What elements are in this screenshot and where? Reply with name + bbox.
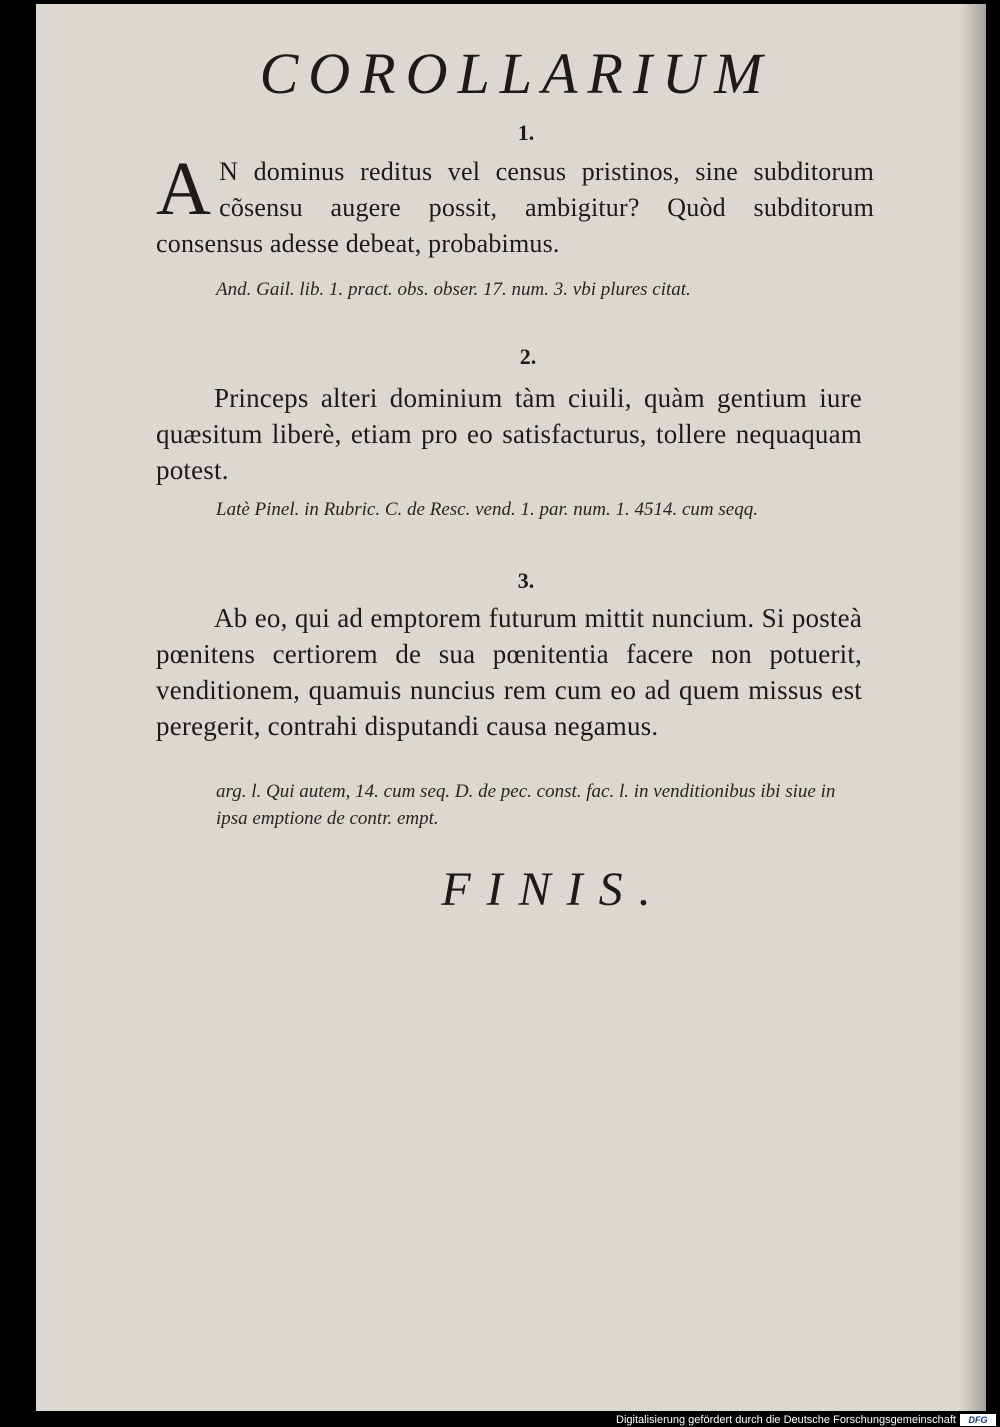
finis-colophon: FINIS. (441, 863, 667, 916)
corollary-citation: arg. l. Qui autem, 14. cum seq. D. de pec. const. fac. l. in venditionibus ibi siue in ipsa emptione de contr. empt. (216, 781, 836, 829)
document-page (36, 4, 986, 1411)
corollary-citation: And. Gail. lib. 1. pract. obs. obser. 17. num. 3. vbi plures citat. (216, 279, 691, 300)
bleed-through-text (186, 964, 200, 1034)
corollary-text: Ab eo, qui ad emptorem futurum mittit nuncium. Si posteà pœnitens certiorem de sua pœnitentia facere non potuerit, venditionem, quamuis nuncius rem cum eo ad quem missus est peregerit, contrahi disputandi causa negamus. (156, 603, 862, 741)
corollary-citation: Latè Pinel. in Rubric. C. de Resc. vend. 1. par. num. 1. 4514. cum seqq. (216, 499, 758, 520)
corollary-number: 3. (517, 568, 535, 593)
footer-credit: Digitalisierung gefördert durch die Deutsche Forschungsgemeinschaft (616, 1414, 956, 1426)
corollary-text (156, 147, 874, 262)
digitization-footer (0, 1413, 1000, 1427)
corollary-number: 2. (519, 344, 537, 369)
corollary-body: N dominus reditus vel census pristinos, sine subditorum cõsensu augere possit, ambigitur? Quòd subditorum consensus adesse debeat, probabimus. (156, 157, 874, 258)
drop-cap: A (156, 147, 212, 231)
dfg-logo: DFG (960, 1414, 996, 1426)
page-title: COROLLARIUM (259, 41, 773, 106)
corollary-text: Princeps alteri dominium tàm ciuili, quàm gentium iure quæsitum liberè, etiam pro eo satisfacturus, tollere nequaquam potest. (156, 383, 862, 485)
corollary-number: 1. (517, 120, 535, 145)
